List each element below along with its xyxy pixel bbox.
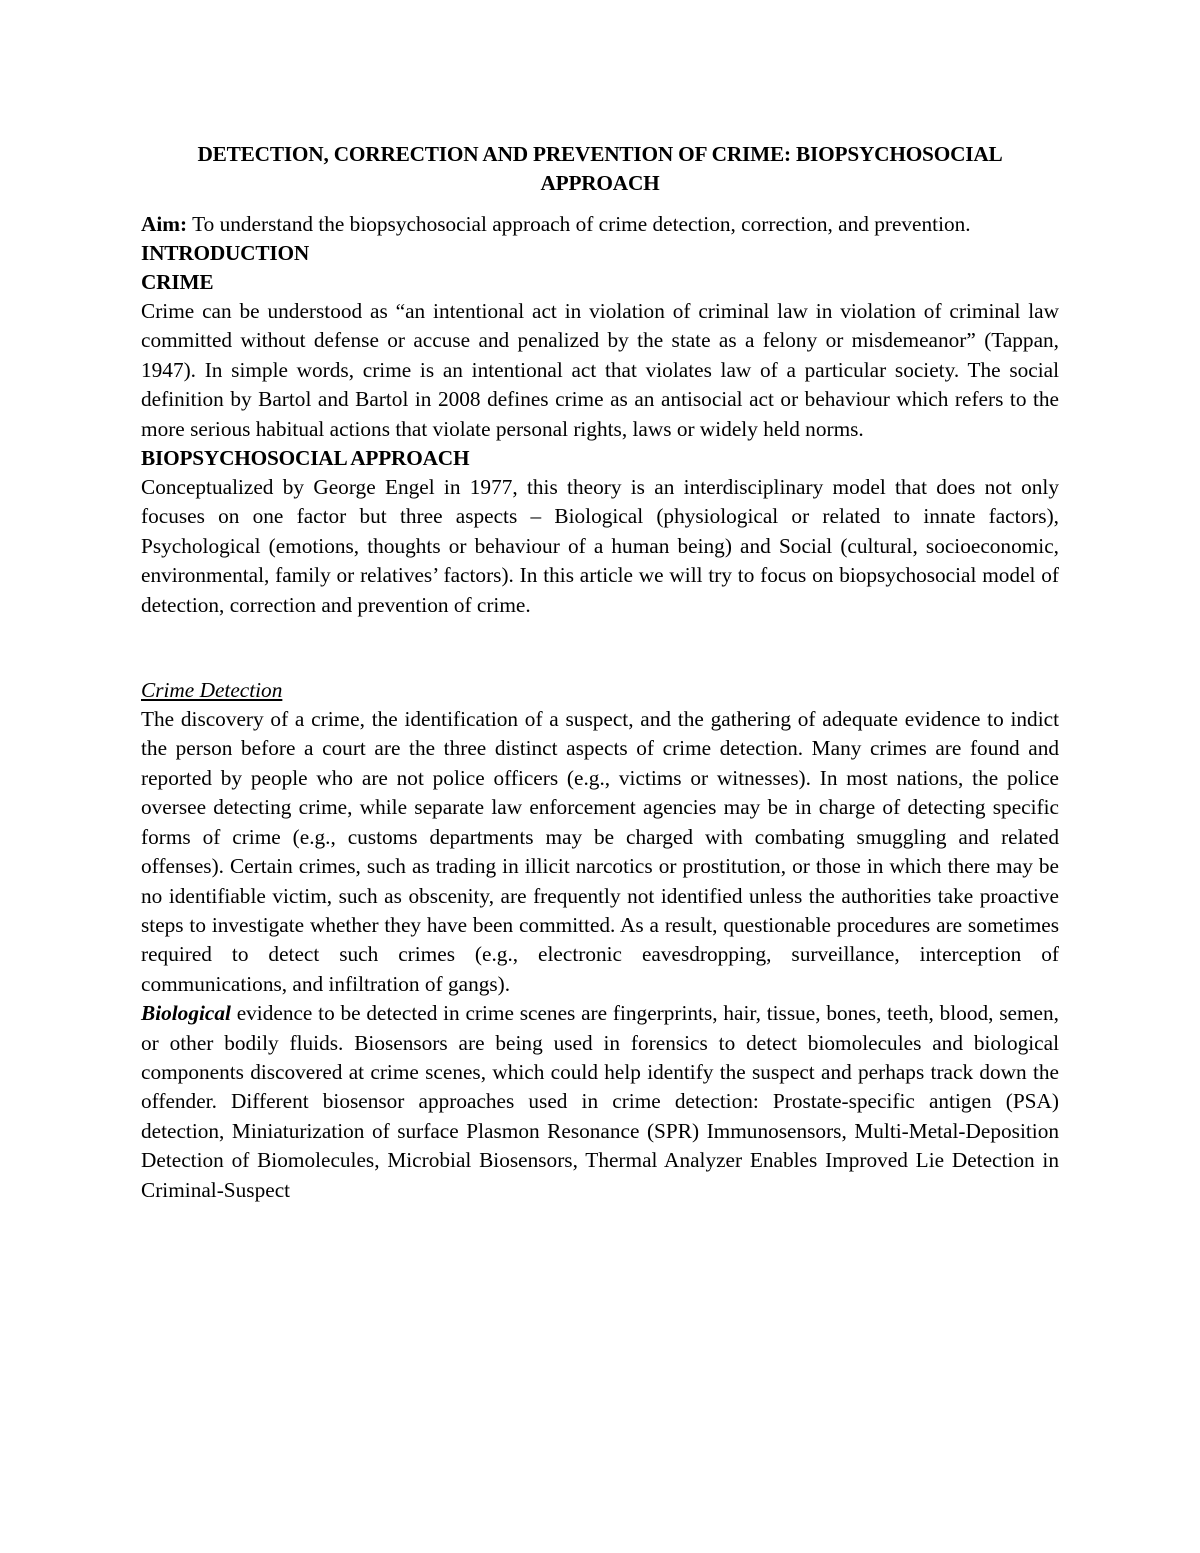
aim-label: Aim: [141,212,188,236]
heading-introduction: INTRODUCTION [141,241,309,265]
heading-biopsychosocial: BIOPSYCHOSOCIAL APPROACH [141,446,470,471]
biological-lead: Biological [141,1001,231,1026]
biopsychosocial-paragraph: Conceptualized by George Engel in 1977, this theory is an interdisciplinary model that does not only focuses on one factor but three aspects – Biological (physiological or related to innate factors), Psychological (emotions, thoughts or behaviour of a human being) and Social (cultural, socioeconomic, environmental, family or relatives’ factors). In this article we will try to focus on biopsychosocial model of detection, correction and prevention of crime. [141,475,1059,617]
biological-text: evidence to be detected in crime scenes are fingerprints, hair, tissue, bones, teeth, blood, semen, or other bodily fluids. Biosensors are being used in forensics to detect biomolecules and biological components discovered at crime scenes, which could help identify the suspect and perhaps track down the offender. Different biosensor approaches used in crime detection: Prostate-specific antigen (PSA) detection, Miniaturization of surface Plasmon Resonance (SPR) Immunosensors, Multi-Metal-Deposition Detection of Biomolecules, Microbial Biosensors, Thermal Analyzer Enables Improved Lie Detection in Criminal-Suspect [141,1001,1059,1202]
crime-detection-paragraph: The discovery of a crime, the identification of a suspect, and the gathering of adequate evidence to indict the person before a court are the three distinct aspects of crime detection. Many crimes are found and reported by people who are not police officers (e.g., victims or witnesses). In most nations, the police oversee detecting crime, while separate law enforcement agencies may be in charge of detecting specific forms of crime (e.g., customs departments may be charged with combating smuggling and related offenses). Certain crimes, such as trading in illicit narcotics or prostitution, or those in which there may be no identifiable victim, such as obscenity, are frequently not identified unless the authorities take proactive steps to investigate whether they have been committed. As a result, questionable procedures are sometimes required to detect such crimes (e.g., electronic eavesdropping, surveillance, interception of communications, and infiltration of gangs). [141,707,1059,996]
biological-evidence-paragraph [141,999,1059,1205]
aim-statement [141,210,1059,239]
document-page [141,140,1059,1205]
document-title: DETECTION, CORRECTION AND PREVENTION OF CRIME: BIOPSYCHOSOCIAL APPROACH [197,142,1003,195]
crime-paragraph: Crime can be understood as “an intentional act in violation of criminal law in violation of criminal law committed without defense or accuse and penalized by the state as a felony or misdemeanor” (Tappan, 1947). In simple words, crime is an intentional act that violates law of a particular society. The social definition by Bartol and Bartol in 2008 defines crime as an antisocial act or behaviour which refers to the more serious habitual actions that violate personal rights, laws or widely held norms. [141,299,1059,441]
aim-text: To understand the biopsychosocial approach of crime detection, correction, and prevention. [187,212,971,236]
heading-crime: CRIME [141,270,214,294]
subheading-crime-detection: Crime Detection [141,678,283,703]
